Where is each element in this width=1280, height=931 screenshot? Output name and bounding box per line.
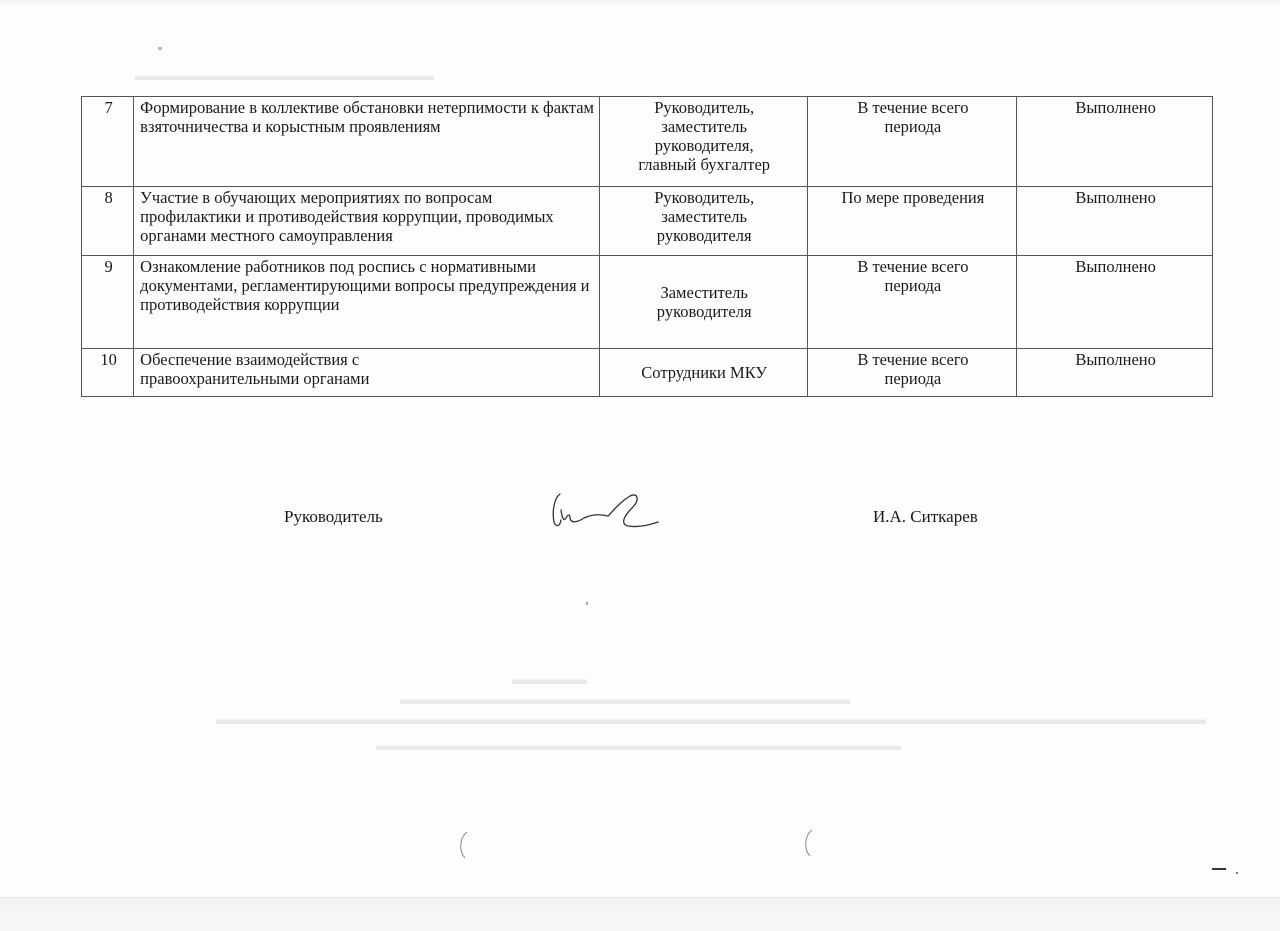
scan-speck (1236, 872, 1238, 874)
row-number: 9 (82, 256, 134, 349)
scan-edge-bottom (0, 897, 1280, 931)
punch-hole-mark (455, 830, 475, 860)
scan-speck (1212, 868, 1226, 870)
handwritten-signature-icon (548, 488, 660, 534)
status-cell: Выполнено (1017, 187, 1213, 256)
row-number: 8 (82, 187, 134, 256)
responsible-line: Сотрудники МКУ (641, 363, 768, 382)
responsible-line: главный бухгалтер (638, 155, 771, 174)
row-number: 7 (82, 97, 134, 187)
measures-table (81, 96, 1213, 397)
term-cell (807, 349, 1017, 397)
table-row (82, 349, 1213, 397)
responsible-cell (599, 349, 807, 397)
term-text: В течение всего периода (857, 350, 969, 388)
responsible-line: руководителя, (654, 136, 754, 155)
action-cell: Формирование в коллективе обстановки нетерпимости к фактам взяточничества и корыстным проявлениям (134, 97, 600, 187)
bleed-through-text: ▬▬▬▬▬▬▬▬▬▬▬▬▬▬▬▬▬▬▬▬▬▬▬▬▬▬▬▬▬▬ (400, 692, 850, 708)
responsible-line: руководителя (656, 302, 752, 321)
bleed-through-text: ▬▬▬▬▬▬▬▬▬▬▬▬▬▬▬▬▬▬▬▬▬▬▬▬▬▬▬▬▬▬▬▬▬▬▬▬▬▬▬▬▬▬▬▬▬▬▬▬▬▬▬▬▬▬▬▬▬▬▬▬▬▬▬▬▬▬ (216, 712, 1206, 728)
signatory-name: И.А. Ситкарев (873, 507, 978, 526)
responsible-line: Заместитель (660, 283, 748, 302)
term-cell (807, 187, 1017, 256)
responsible-line: заместитель (661, 207, 748, 226)
bleed-through-text: ▬▬▬▬▬▬▬▬▬▬▬▬▬▬▬▬▬▬▬▬▬▬▬ (135, 68, 434, 83)
status-cell: Выполнено (1017, 256, 1213, 349)
status-cell: Выполнено (1017, 349, 1213, 397)
term-text: В течение всего периода (857, 257, 969, 295)
term-cell (807, 97, 1017, 187)
action-cell: Участие в обучающих мероприятиях по вопросам профилактики и противодействия коррупции, проводимых органами местного самоуправления (134, 187, 600, 256)
punch-hole-mark (800, 828, 820, 858)
responsible-cell (599, 187, 807, 256)
table-row (82, 256, 1213, 349)
scan-speck (586, 602, 588, 605)
responsible-cell (599, 97, 807, 187)
responsible-line: Руководитель, (654, 188, 755, 207)
responsible-line: руководителя (656, 226, 752, 245)
bleed-through-text: ▬▬▬▬▬ (512, 672, 587, 688)
action-cell: Обеспечение взаимодействия с правоохранительными органами (134, 349, 600, 397)
row-number: 10 (82, 349, 134, 397)
term-text: В течение всего периода (857, 98, 969, 136)
status-cell: Выполнено (1017, 97, 1213, 187)
term-cell (807, 256, 1017, 349)
bleed-through-text: ▬▬▬▬▬▬▬▬▬▬▬▬▬▬▬▬▬▬▬▬▬▬▬▬▬▬▬▬▬▬▬▬▬▬▬ (376, 738, 901, 754)
term-text: По мере проведения (841, 188, 985, 207)
responsible-cell (599, 256, 807, 349)
signature-block (0, 488, 1280, 548)
scan-speck (158, 47, 162, 50)
responsible-line: Руководитель, (654, 98, 755, 117)
action-cell: Ознакомление работников под роспись с нормативными документами, регламентирующими вопросы предупреждения и противодействия коррупции (134, 256, 600, 349)
scan-edge-top (0, 0, 1280, 6)
table-row (82, 187, 1213, 256)
signatory-position: Руководитель (284, 507, 383, 526)
table-row (82, 97, 1213, 187)
responsible-line: заместитель (661, 117, 748, 136)
